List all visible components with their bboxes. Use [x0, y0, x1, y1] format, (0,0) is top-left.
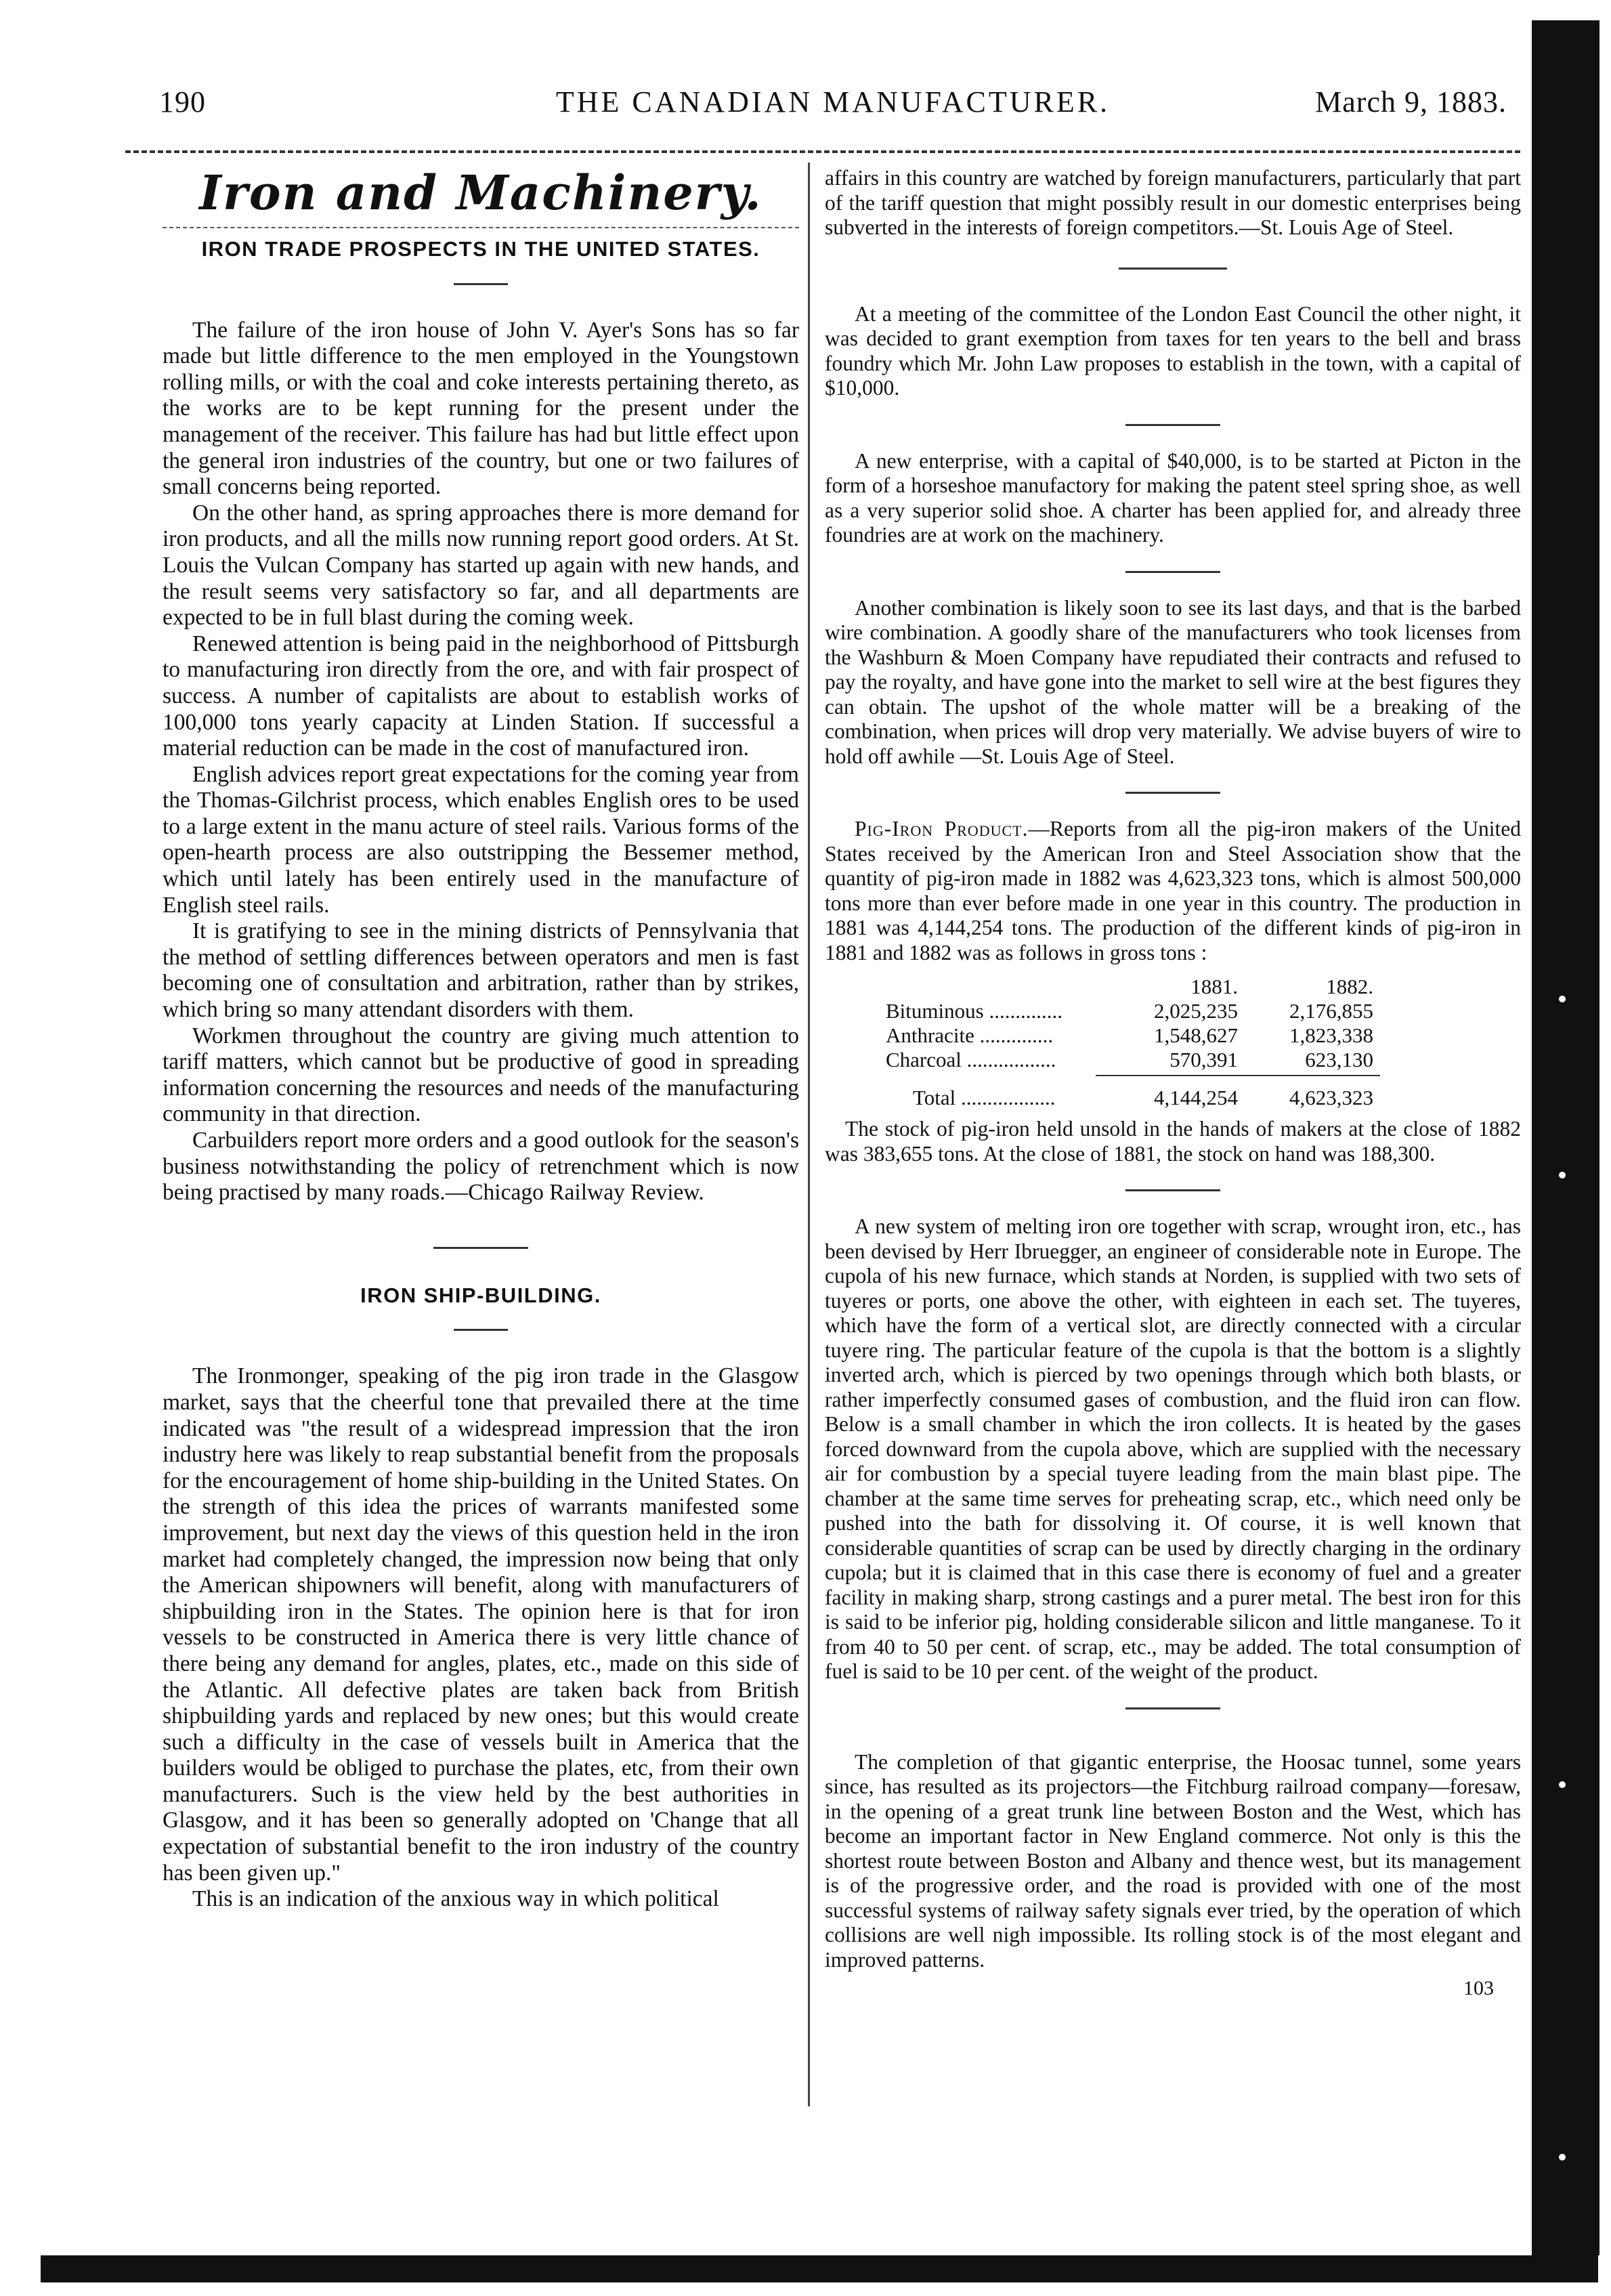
- run-in-heading: Pig-Iron Product.: [855, 817, 1029, 841]
- publication-title: THE CANADIAN MANUFACTURER.: [555, 85, 1111, 119]
- cell-1882: 623,130: [1305, 1048, 1373, 1071]
- paragraph: This is an indication of the anxious way in which political: [192, 1886, 719, 1912]
- table-row: [825, 999, 1521, 1023]
- page-number: 190: [159, 85, 206, 119]
- column-header: 1882.: [1326, 975, 1373, 998]
- table-total-row: [825, 1086, 1521, 1110]
- article-separator: [1125, 1707, 1220, 1709]
- left-column: [163, 166, 799, 1913]
- row-label: Charcoal .................: [886, 1048, 1056, 1071]
- paragraph: It is gratifying to see in the mining districts of Pennsylvania that the method of settling differences between operators and men is fast becoming one of consultation and arbitration, rather than by strikes, which bring so many attendant disorders with them.: [163, 918, 799, 1023]
- cell-1882: 2,176,855: [1289, 999, 1373, 1023]
- article-separator: [1125, 424, 1220, 426]
- paragraph: Workmen throughout the country are giving much attention to tariff matters, which cannot but be productive of good in spreading information concerning the resources and needs of the manufacturing community in that direction.: [163, 1023, 799, 1127]
- paragraph: English advices report great expectations for the coming year from the Thomas-Gilchrist process, which enables English ores to be used to a large extent in the manu acture of steel rails. Various forms of the open-hearth process are also outstripping the Bessemer method, which until lately has been entirely used in the manufacture of English steel rails.: [163, 761, 799, 918]
- paragraph: At a meeting of the committee of the London East Council the other night, it was decided to grant exemption from taxes for ten years to the bell and brass foundry which Mr. John Law proposes to establish in the town, with a capital of $10,000.: [825, 301, 1521, 400]
- paragraph: A new enterprise, with a capital of $40,000, is to be started at Picton in the form of a horseshoe manufactory for making the patent steel spring shoe, as well as a very superior solid shoe. A charter has been applied for, and already three foundries are at work on the machinery.: [825, 448, 1521, 547]
- section-title: Iron and Machinery.: [199, 165, 762, 221]
- paragraph: Carbuilders report more orders and a good outlook for the season's business notwithstanding the policy of retrenchment which is now being practised by many roads.—Chicago Railway Review.: [163, 1128, 799, 1206]
- paragraph: Renewed attention is being paid in the neighborhood of Pittsburgh to manufacturing iron directly from the ore, and with fair prospect of success. A number of capitalists are about to establish works of 100,000 tons yearly capacity at Linden Station. If successful a material reduction can be made in the cost of manufactured iron.: [163, 631, 799, 761]
- headline-rule: [454, 283, 508, 285]
- pig-iron-table: [825, 975, 1521, 1110]
- column-header: 1881.: [1190, 975, 1238, 998]
- header-rule: [125, 150, 1520, 153]
- scan-edge-shadow: [1532, 20, 1599, 2255]
- row-label: Total ..................: [913, 1086, 1056, 1109]
- article-separator: [1119, 268, 1227, 270]
- right-column: [825, 166, 1521, 2001]
- article-separator: [433, 1247, 528, 1249]
- cell-1881: 1,548,627: [1154, 1023, 1238, 1047]
- paragraph: The Ironmonger, speaking of the pig iron trade in the Glasgow market, says that the cheerful tone that prevailed there at the time indicated was "the result of a widespread impression that the iron industry here was likely to reap substantial benefit from the proposals for the encouragement of home ship-building in the United States. On the strength of this idea the prices of warrants manifested some improvement, but next day the views of this question held in the iron market had completely changed, the impression now being that only the American shipowners will benefit, along with manufacturers of shipbuilding iron in the States. The opinion here is that for iron vessels to be constructed in America there is very little chance of there being any demand for angles, plates, etc., made on this side of the Atlantic. All defective plates are taken back from British shipbuilding yards and replaced by new ones; but this would create such a difficulty in the case of vessels built in America that the builders would be obliged to purchase the plates, etc, from their own manufacturers. Such is the view held by the best authorities in Glasgow, and it has been so generally adopted on 'Change that all expectation of substantial benefit to the iron industry of the country has been given up.": [163, 1363, 799, 1886]
- paragraph: On the other hand, as spring approaches there is more demand for iron products, and all the mills now running report good orders. At St. Louis the Vulcan Company has started up again with new hands, and the result seems very satisfactory so far, and all departments are expected to be in full blast during the coming week.: [163, 500, 799, 631]
- column-divider: [808, 163, 810, 2106]
- cell-1881: 570,391: [1169, 1048, 1238, 1071]
- article-headline: IRON TRADE PROSPECTS IN THE UNITED STATES.: [201, 237, 760, 261]
- cell-1882: 1,823,338: [1289, 1023, 1373, 1047]
- paragraph: A new system of melting iron ore together with scrap, wrought iron, etc., has been devised by Herr Ibruegger, an engineer of considerable note in Europe. The cupola of his new furnace, which stands at Norden, is supplied with two sets of tuyeres or ports, one above the other, with eighteen in each set. The tuyeres, which have the form of a vertical slot, are directly connected with a circular tuyere ring. The particular feature of the cupola is that the bottom is a slightly inverted arch, which is pierced by two openings through which both blasts, or rather imperfectly consumed gases of combustion, and the fluid iron can flow. Below is a small chamber in which the iron collects. It is heated by the gases forced downward from the cupola above, which are supplied with the necessary air for combustion by a special tuyere leading from the main blast pipe. The chamber at the same time serves for preheating scrap, etc., which need only be pushed into the bath for dissolving it. Of course, it is well known that considerable quantities of scrap can be used by directly charging in the ordinary cupola; but it is claimed that in this case there is economy of fuel and a greater facility in making sharp, strong castings and a purer metal. The best iron for this is said to be inferior pig, holding considerable silicon and little manganese. To it from 40 to 50 per cent. of scrap, etc., may be added. The total consumption of fuel is said to be 10 per cent. of the weight of the product.: [825, 1214, 1521, 1683]
- headline-rule: [454, 1329, 508, 1331]
- table-row: [825, 1048, 1521, 1072]
- paragraph: [825, 817, 1521, 965]
- paragraph: The completion of that gigantic enterprise, the Hoosac tunnel, some years since, has resulted as its projectors—the Fitchburg railroad company—foresaw, in the opening of a great trunk line between Boston and the West, which has become an important factor in New England commerce. Not only is this the shortest route between Boston and Albany and thence west, but its management is of the progressive order, and the road is provided with one of the most successful systems of railway safety signals ever tried, by the operation of which collisions are well nigh impossible. Its rolling stock is of the most elegant and improved patterns.: [825, 1749, 1521, 1972]
- title-rule: [163, 227, 799, 228]
- paragraph: Another combination is likely soon to see its last days, and that is the barbed wire combination. A goodly share of the manufacturers who took licenses from the Washburn & Moen Company have repudiated their contracts and refused to pay the royalty, and have gone into the market to sell wire at the best figures they can obtain. The upshot of the whole matter will be a breaking of the combination, when prices will drop very materially. We advise buyers of wire to hold off awhile —St. Louis Age of Steel.: [825, 595, 1521, 768]
- paragraph: affairs in this country are watched by foreign manufacturers, particularly that part of the tariff question that might possibly result in our domestic enterprises being subverted in the interests of foreign competitors.—St. Louis Age of Steel.: [825, 166, 1522, 239]
- article-separator: [1125, 1189, 1220, 1191]
- cell-1881: 2,025,235: [1154, 999, 1238, 1023]
- article-separator: [1125, 792, 1220, 794]
- table-total-rule: [1096, 1075, 1380, 1076]
- table-row: [825, 1023, 1521, 1048]
- issue-date: March 9, 1883.: [1315, 85, 1507, 119]
- table-header-row: [825, 975, 1521, 999]
- folio-number: 103: [1463, 1977, 1494, 1999]
- article-separator: [1125, 571, 1220, 573]
- row-label: Bituminous ..............: [886, 999, 1062, 1023]
- article-headline: IRON SHIP-BUILDING.: [360, 1283, 601, 1307]
- paragraph-text: —Reports from all the pig-iron makers of the United States received by the American Iron and Steel Association show that the quantity of pig-iron made in 1882 was 4,623,323 tons, which is almost 500,000 tons more than ever before made in one year in this country. The production in 1881 was 4,144,254 tons. The production of the different kinds of pig-iron in 1881 and 1882 was as follows in gross tons :: [825, 817, 1521, 964]
- paragraph: The stock of pig-iron held unsold in the hands of makers at the close of 1882 was 383,655 tons. At the close of 1881, the stock on hand was 188,300.: [825, 1117, 1521, 1166]
- row-label: Anthracite ..............: [886, 1023, 1054, 1047]
- scan-bottom-edge: [41, 2255, 1598, 2282]
- cell-1881: 4,144,254: [1154, 1086, 1238, 1109]
- cell-1882: 4,623,323: [1289, 1086, 1373, 1109]
- running-header: [159, 85, 1507, 132]
- paragraph: The failure of the iron house of John V. Ayer's Sons has so far made but little difference to the men employed in the Youngstown rolling mills, or with the coal and coke interests pertaining thereto, as the works are to be kept running for the present under the management of the receiver. This failure has had but little effect upon the general iron industries of the country, but one or two failures of small concerns being reported.: [163, 317, 799, 500]
